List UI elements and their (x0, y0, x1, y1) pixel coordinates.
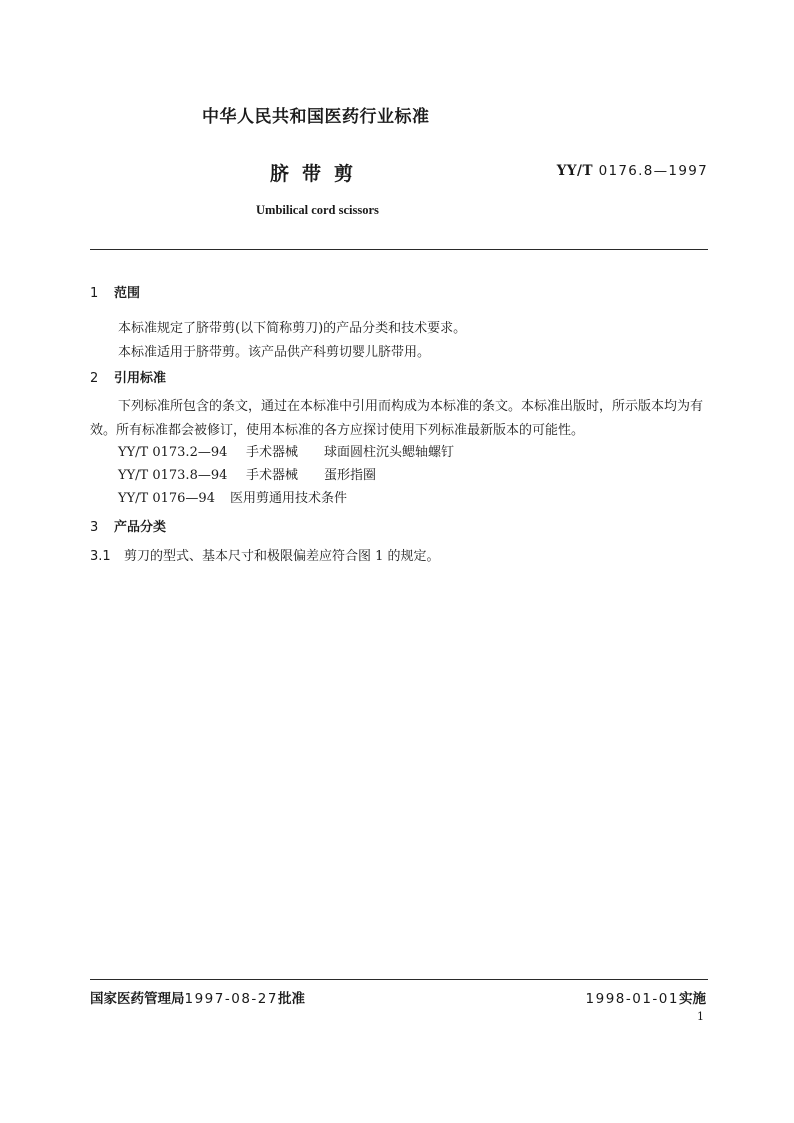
section-2-heading (90, 367, 166, 386)
section-3-heading (90, 516, 166, 535)
reference-title: 球面圆柱沉头鳃轴螺钉 (324, 445, 455, 460)
issuing-category: 中华人民共和国医药行业标准 (202, 107, 430, 127)
reference-title: 蛋形指圈 (324, 468, 377, 483)
section-2-title: 引用标准 (114, 371, 167, 386)
reference-title: 医用剪通用技术条件 (230, 491, 348, 506)
reference-code: YY/T 0176—94 (118, 491, 215, 506)
document-title: 脐带剪 (270, 163, 367, 185)
standard-prefix: YY/T (556, 163, 593, 179)
clause-number: 3.1 (90, 549, 111, 564)
standard-number (557, 163, 708, 179)
header-divider (90, 249, 708, 250)
section-3-title: 产品分类 (114, 520, 167, 535)
issue-date: 1997-08-27 (184, 991, 278, 1007)
scope-paragraph-1: 本标准规定了脐带剪(以下简称剪刀)的产品分类和技术要求。 (118, 321, 467, 336)
effective-line (586, 987, 706, 1007)
section-1-heading (90, 282, 140, 301)
section-1-title: 范围 (114, 286, 141, 301)
page-number: 1 (697, 1010, 704, 1023)
reference-category: 手术器械 (246, 468, 299, 483)
reference-code: YY/T 0173.2—94 (118, 445, 228, 460)
section-3-number: 3 (90, 520, 99, 535)
effective-date: 1998-01-01 (585, 991, 679, 1007)
reference-item (118, 464, 376, 483)
footer-divider (90, 979, 708, 980)
reference-code: YY/T 0173.8—94 (118, 468, 228, 483)
clause-text: 剪刀的型式、基本尺寸和极限偏差应符合图 1 的规定。 (124, 549, 440, 564)
english-title: Umbilical cord scissors (256, 203, 379, 217)
standard-code: 0176.8—1997 (598, 163, 708, 179)
issue-suffix: 批准 (277, 991, 305, 1007)
issuer: 国家医药管理局 (90, 991, 185, 1007)
scope-paragraph-2: 本标准适用于脐带剪。该产品供产科剪切婴儿脐带用。 (118, 345, 431, 360)
clause-3-1 (90, 545, 440, 564)
section-1-number: 1 (90, 286, 99, 301)
section-2-number: 2 (90, 371, 99, 386)
reference-item (118, 487, 347, 506)
effective-suffix: 实施 (679, 991, 706, 1007)
references-intro: 下列标准所包含的条文，通过在本标准中引用而构成为本标准的条文。本标准出版时，所示版本均为有效。所有标准都会被修订，使用本标准的各方应探讨使用下列标准最新版本的可能性。 (90, 399, 704, 438)
reference-category: 手术器械 (246, 445, 299, 460)
approval-line (90, 987, 305, 1007)
reference-item (118, 441, 454, 460)
